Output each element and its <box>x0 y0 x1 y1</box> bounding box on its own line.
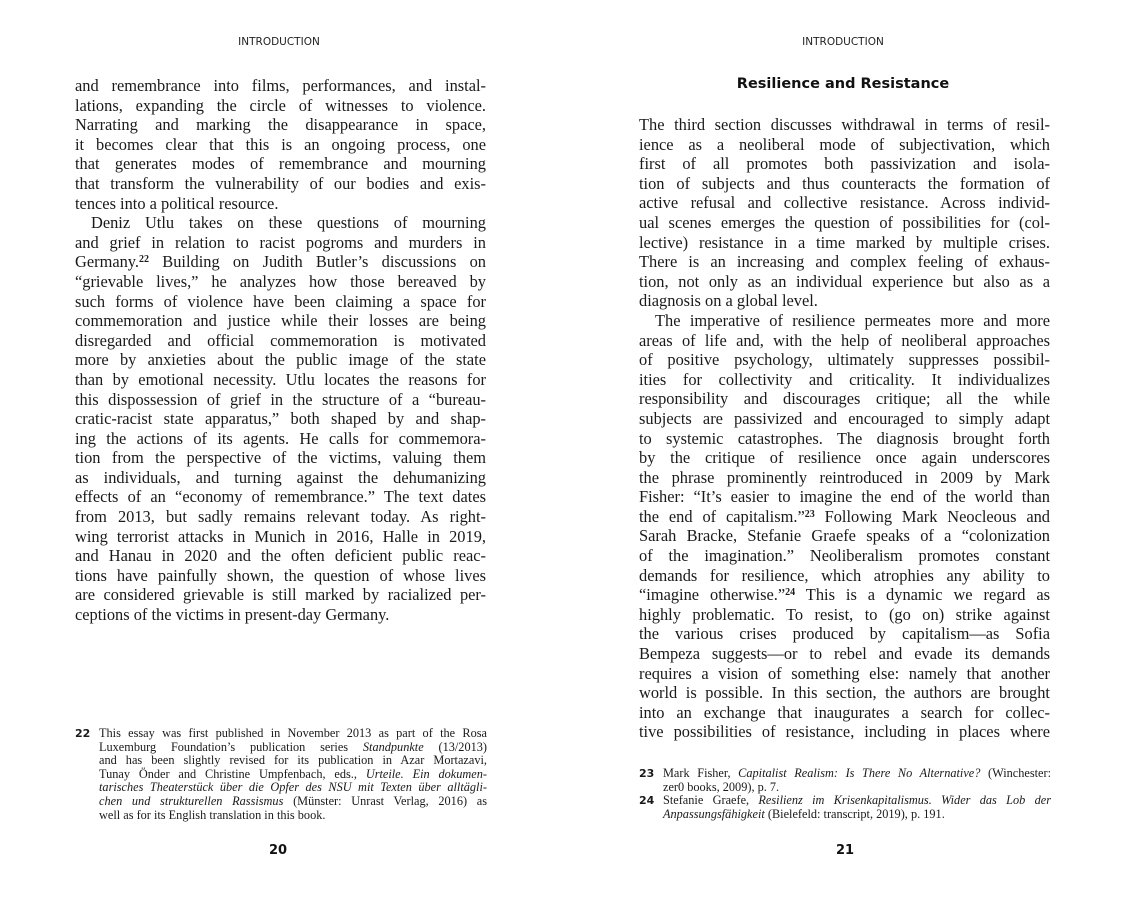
footnote-line: Tunay Önder and Christine Umpfenbach, eds., Urteile. Ein dokumen- <box>99 766 487 781</box>
text-line: that transform the vulnerability of our bodies and exis- <box>75 173 486 193</box>
footnote-line: Luxemburg Foundation’s publication series Standpunkte (13/2013) <box>99 739 487 754</box>
text-line: wing terrorist attacks in Munich in 2016, Halle in 2019, <box>75 526 486 546</box>
text-line: by the critique of resilience once again underscores <box>639 448 1050 468</box>
text-line: ceptions of the victims in present-day Germany. <box>75 605 390 625</box>
body-text <box>75 76 486 625</box>
section-heading: Resilience and Resistance <box>736 76 950 92</box>
footnote <box>75 727 487 822</box>
footnotes <box>639 767 1051 821</box>
text-line: to systemic catastrophes. The diagnosis brought forth <box>639 428 1050 448</box>
text-line: tion, not only as an individual experience but also as a <box>639 271 1050 291</box>
footnote-line: Mark Fisher, Capitalist Realism: Is There No Alternative? (Winchester: <box>663 766 1051 780</box>
text-line: tences into a political resource. <box>75 193 279 213</box>
footnote-line: This essay was first published in November 2013 as part of the Rosa <box>99 726 487 740</box>
text-line: Sarah Bracke, Stefanie Graefe speaks of a “colonization <box>639 526 1050 546</box>
footnote-line: tarisches Theaterstück über die Opfer des NSU mit Texten über alltägli- <box>99 780 487 795</box>
text-line: lations, expanding the circle of witnesses to violence. <box>75 95 486 115</box>
body-text <box>639 115 1050 742</box>
text-line: responsibility and discourages critique; all the while <box>639 389 1050 409</box>
text-line: tion of subjects and thus counteracts the formation of <box>639 173 1050 193</box>
footnote-line: zer0 books, 2009), p. 7. <box>663 779 780 794</box>
paragraph <box>75 213 486 624</box>
text-line: requires a vision of something else: namely that another <box>639 663 1050 683</box>
text-line: ities for collectivity and criticality. It individualizes <box>639 369 1050 389</box>
text-line: “imagine otherwise.”$^{24}$ This is a dynamic we regard as <box>639 585 1051 605</box>
footnote-number: 24 <box>639 794 655 808</box>
footnote-ref[interactable]: 24 <box>785 587 796 599</box>
footnote <box>639 794 1051 821</box>
text-line: tions have painfully shown, the question of whose lives <box>75 565 486 585</box>
running-head: INTRODUCTION <box>802 36 884 48</box>
text-line: into an exchange that inaugurates a search for collec- <box>639 702 1050 722</box>
text-line: disregarded and official commemoration is motivated <box>75 330 486 350</box>
text-line: are considered grievable is still marked by racialized per- <box>75 585 486 605</box>
text-line: demands for resilience, which atrophies any ability to <box>639 565 1050 585</box>
page-number: 21 <box>835 843 855 858</box>
text-line: more by anxieties about the public image of the state <box>75 350 486 370</box>
text-line: Narrating and marking the disappearance in space, <box>75 115 486 135</box>
footnote-line: well as for its English translation in this book. <box>99 807 326 822</box>
text-line: the end of capitalism.”$^{23}$ Following Mark Neocleous and <box>639 506 1051 526</box>
text-line: as individuals, and turning against the dehumanizing <box>75 467 486 487</box>
text-line: subjects are passivized and encouraged to simply adapt <box>639 408 1050 428</box>
text-line: tion from the perspective of the victims, valuing them <box>75 448 486 468</box>
paragraph <box>639 115 1050 311</box>
footnote-number: 23 <box>639 767 655 780</box>
text-line: areas of life and, with the help of neoliberal approaches <box>639 330 1050 350</box>
text-line: of the imagination.” Neoliberalism promotes constant <box>639 546 1050 566</box>
text-line: of positive psychology, ultimately suppresses possibil- <box>639 350 1050 370</box>
text-line: Germany.$^{22}$ Building on Judith Butler’s discussions on <box>75 252 486 272</box>
paragraph <box>639 311 1050 742</box>
text-line: the various crises produced by capitalism—as Sofia <box>639 624 1050 644</box>
text-line: The imperative of resilience permeates more and more <box>655 310 1050 330</box>
text-line: effects of an “economy of remembrance.” The text dates <box>75 487 486 507</box>
page-number: 20 <box>268 843 288 858</box>
footnote-line: chen und strukturellen Rassismus (Münster: Unrast Verlag, 2016) as <box>99 793 487 808</box>
footnote-ref[interactable]: 23 <box>804 508 815 520</box>
text-line: commemoration and justice while their losses are being <box>75 311 486 331</box>
text-line: it becomes clear that this is an ongoing process, one <box>75 134 486 154</box>
text-line: and Hanau in 2020 and the often deficient public reac- <box>75 546 486 566</box>
text-line: ing the actions of its agents. He calls for commemora- <box>75 428 486 448</box>
text-line: lective) resistance in a time marked by multiple crises. <box>639 232 1050 252</box>
text-line: ual scenes emerges the question of possibilities for (col- <box>639 212 1050 232</box>
footnote-number: 22 <box>75 727 91 740</box>
footnote-line: Anpassungsfähigkeit (Bielefeld: transcript, 2019), p. 191. <box>663 806 945 821</box>
text-line: Deniz Utlu takes on these questions of mourning <box>91 213 486 233</box>
text-line: than by emotional necessity. Utlu locates the reasons for <box>75 369 486 389</box>
text-line: highly problematic. To resist, to (go on) strike against <box>639 604 1050 624</box>
text-line: first of all promotes both passivization and isola- <box>639 154 1050 174</box>
text-line: ience as a neoliberal mode of subjectivation, which <box>639 134 1050 154</box>
text-line: this dispossession of grief in the structure of a “bureau- <box>75 389 486 409</box>
text-line: cratic-racist state apparatus,” both shaped by and shap- <box>75 409 486 429</box>
right-page <box>562 0 1124 904</box>
text-line: from 2013, but sadly remains relevant today. As right- <box>75 507 486 527</box>
text-line: and grief in relation to racist pogroms and murders in <box>75 232 486 252</box>
text-line: world is possible. In this section, the authors are brought <box>639 683 1050 703</box>
text-line: active refusal and collective resistance. Across individ- <box>639 193 1050 213</box>
text-line: “grievable lives,” he analyzes how those bereaved by <box>75 271 486 291</box>
text-line: that generates modes of remembrance and mourning <box>75 154 486 174</box>
text-line: the phrase prominently reintroduced in 2009 by Mark <box>639 467 1050 487</box>
text-line: Fisher: “It’s easier to imagine the end of the world than <box>639 487 1050 507</box>
text-line: There is an increasing and complex feeling of exhaus- <box>639 252 1050 272</box>
text-line: and remembrance into films, performances, and instal- <box>75 76 486 95</box>
text-line: diagnosis on a global level. <box>639 291 818 311</box>
text-line: The third section discusses withdrawal in terms of resil- <box>639 115 1050 134</box>
footnotes <box>75 727 487 822</box>
running-head: INTRODUCTION <box>238 36 320 48</box>
text-line: tive possibilities of resistance, including in places where <box>639 722 1050 742</box>
text-line: such forms of violence have been claiming a space for <box>75 291 486 311</box>
text-line: Bempeza suggests—or to rebel and evade its demands <box>639 644 1050 664</box>
footnote-line: Stefanie Graefe, Resilienz im Krisenkapitalismus. Wider das Lob der <box>663 793 1051 808</box>
footnote-line: and has been slightly revised for its publication in Azar Mortazavi, <box>99 753 487 768</box>
paragraph <box>75 76 486 213</box>
footnote <box>639 767 1051 794</box>
footnote-ref[interactable]: 22 <box>139 254 150 266</box>
